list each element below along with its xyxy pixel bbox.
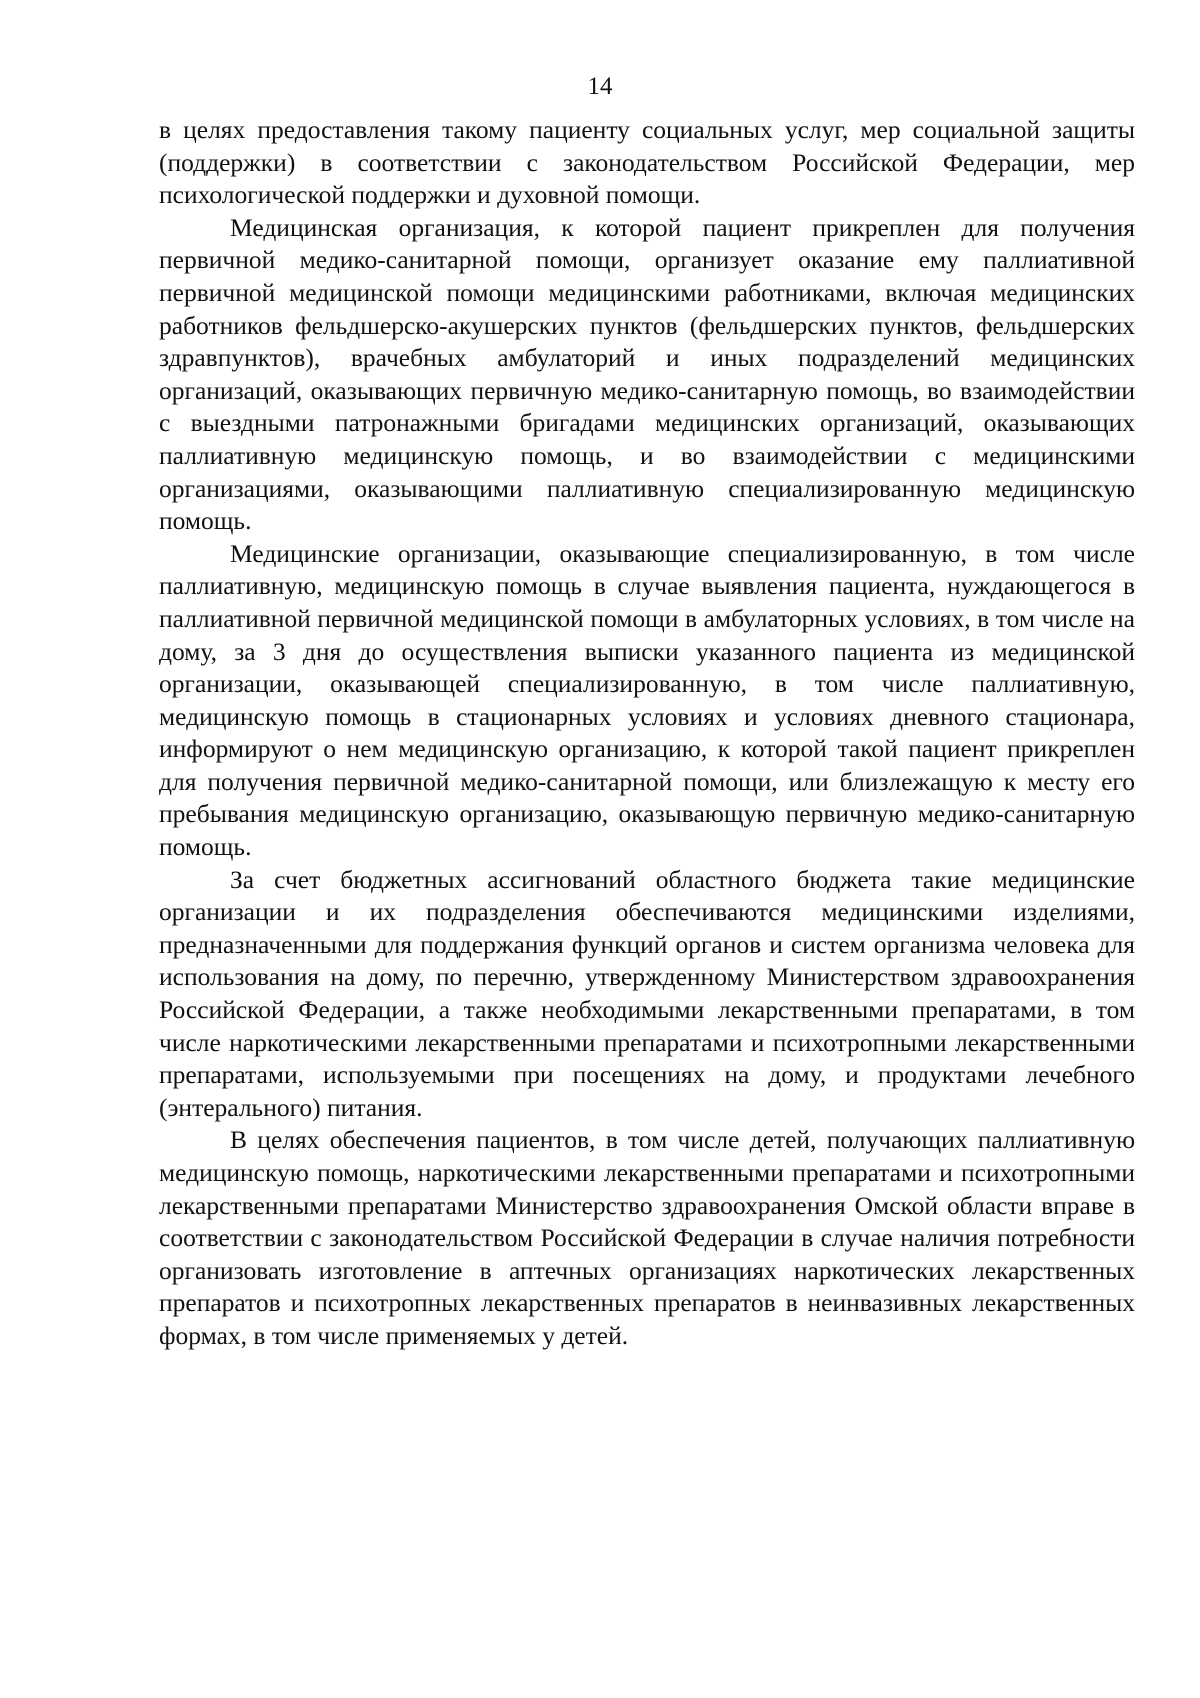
document-body: [159, 114, 1135, 1353]
paragraph-budget-provision: За счет бюджетных ассигнований областного бюджета такие медицинские организации и их подразделения обеспечиваются медицинскими изделиями, предназначенными для поддержания функций органов и систем организма человека для использования на дому, по перечню, утвержденному Министерством здравоохранения Российской Федерации, а также необходимыми лекарственными препаратами, в том числе наркотическими лекарственными препаратами и психотропными лекарственными препаратами, используемыми при посещениях на дому, и продуктами лечебного (энтерального) питания.: [159, 864, 1135, 1122]
paragraph-specialized-organizations: Медицинские организации, оказывающие специализированную, в том числе паллиативную, медицинскую помощь в случае выявления пациента, нуждающегося в паллиативной первичной медицинской помощи в амбулаторных условиях, в том числе на дому, за 3 дня до осуществления выписки указанного пациента из медицинской организации, оказывающей специализированную, в том числе паллиативную, медицинскую помощь в стационарных условиях и условиях дневного стационара, информируют о нем медицинскую организацию, к которой такой пациент прикреплен для получения первичной медико-санитарной помощи, или близлежащую к месту его пребывания медицинскую организацию, оказывающую первичную медико-санитарную помощь.: [159, 538, 1135, 862]
paragraph-narcotic-preparations: В целях обеспечения пациентов, в том числе детей, получающих паллиативную медицинскую помощь, наркотическими лекарственными препаратами и психотропными лекарственными препаратами Министерство здравоохранения Омской области вправе в соответствии с законодательством Российской Федерации в случае наличия потребности организовать изготовление в аптечных организациях наркотических лекарственных препаратов и психотропных лекарственных препаратов в неинвазивных лекарственных формах, в том числе применяемых у детей.: [159, 1125, 1135, 1350]
page-number: 14: [587, 73, 613, 100]
paragraph-primary-care-organization: Медицинская организация, к которой пациент прикреплен для получения первичной медико-санитарной помощи, организует оказание ему паллиативной первичной медицинской помощи медицинскими работниками, включая медицинских работников фельдшерско-акушерских пунктов (фельдшерских пунктов, фельдшерских здравпунктов), врачебных амбулаторий и иных подразделений медицинских организаций, оказывающих первичную медико-санитарную помощь, во взаимодействии с выездными патронажными бригадами медицинских организаций, оказывающих паллиативную медицинскую помощь, и во взаимодействии с медицинскими организациями, оказывающими паллиативную специализированную медицинскую помощь.: [159, 212, 1135, 536]
paragraph-continuation: в целях предоставления такому пациенту социальных услуг, мер социальной защиты (поддержки) в соответствии с законодательством Российской Федерации, мер психологической поддержки и духовной помощи.: [159, 115, 1135, 210]
